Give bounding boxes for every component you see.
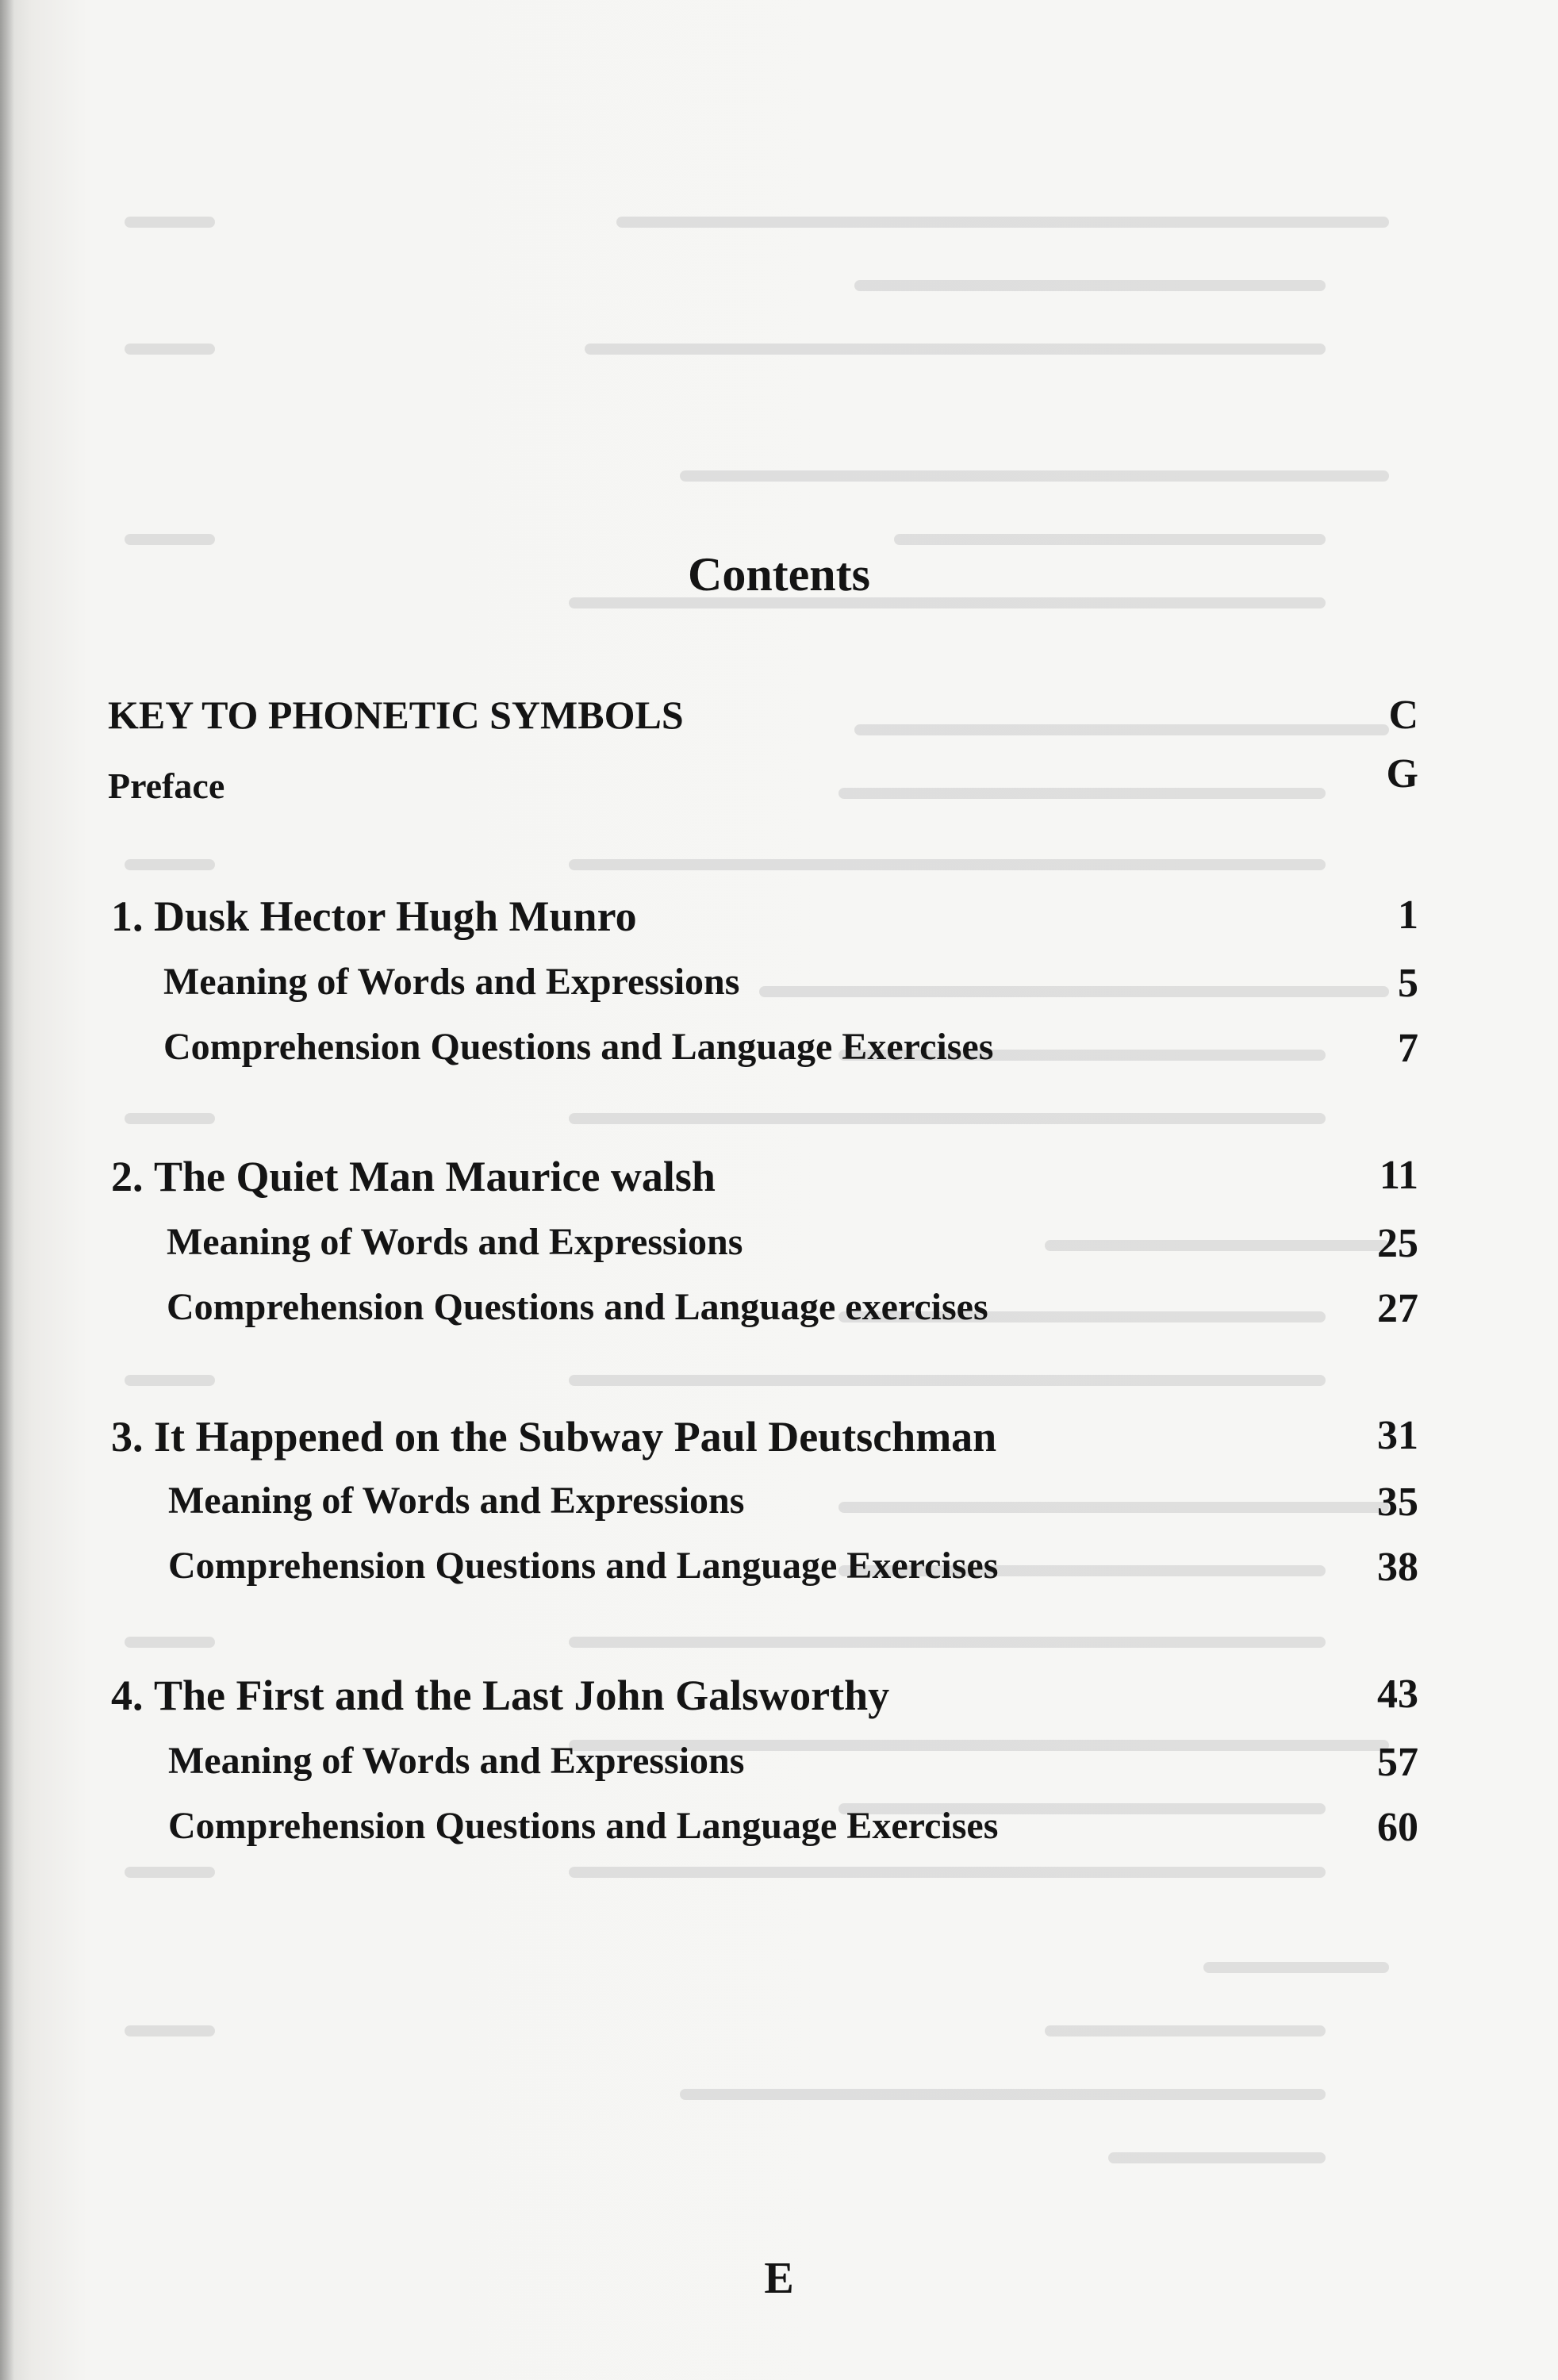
toc-chapter-4[interactable] (0, 1671, 1558, 1726)
chapter-title: Dusk (154, 892, 250, 940)
toc-page-number: 57 (1377, 1740, 1418, 1785)
toc-page-number: C (1388, 693, 1418, 738)
chapter-author: Maurice walsh (445, 1153, 716, 1200)
toc-subsection-label: Meaning of Words and Expressions (168, 1740, 745, 1782)
chapter-number: 4. (111, 1672, 144, 1719)
chapter-number: 3. (111, 1413, 144, 1461)
toc-subsection[interactable] (0, 1544, 1558, 1599)
toc-subsection[interactable] (0, 1739, 1558, 1795)
toc-page-number: 35 (1377, 1480, 1418, 1525)
toc-chapter-heading (111, 1671, 889, 1720)
toc-chapter-3[interactable] (0, 1412, 1558, 1468)
toc-subsection[interactable] (0, 1220, 1558, 1276)
toc-entry-phonetic-symbols[interactable] (0, 692, 1558, 747)
toc-subsection-label: Meaning of Words and Expressions (168, 1480, 745, 1522)
toc-subsection[interactable] (0, 1285, 1558, 1341)
chapter-author: Paul Deutschman (673, 1413, 997, 1461)
toc-entry-preface[interactable] (0, 751, 1558, 820)
toc-chapter-2[interactable] (0, 1152, 1558, 1207)
toc-page-number: 27 (1377, 1286, 1418, 1331)
toc-entry-label: Preface (108, 766, 225, 806)
chapter-number: 1. (111, 892, 144, 940)
toc-subsection-label: Comprehension Questions and Language Exercises (163, 1026, 994, 1068)
chapter-author: Hector Hugh Munro (259, 892, 637, 940)
toc-chapter-1[interactable] (0, 892, 1558, 947)
toc-subsection[interactable] (0, 1479, 1558, 1534)
chapter-title: The First and the Last (154, 1672, 564, 1719)
toc-chapter-heading (111, 892, 637, 941)
toc-page-number: 43 (1377, 1672, 1418, 1717)
toc-page-number: 60 (1377, 1805, 1418, 1850)
toc-subsection-label: Comprehension Questions and Language Exercises (168, 1805, 999, 1847)
toc-subsection-label: Meaning of Words and Expressions (167, 1221, 743, 1263)
page-title: Contents (687, 548, 870, 601)
page-marker: E (764, 2254, 794, 2303)
toc-page-number: 7 (1398, 1026, 1418, 1071)
toc-chapter-heading (111, 1152, 716, 1201)
chapter-number: 2. (111, 1153, 144, 1200)
chapter-author: John Galsworthy (574, 1672, 890, 1719)
toc-page-number: 38 (1377, 1545, 1418, 1590)
toc-page-number: 1 (1398, 892, 1418, 938)
toc-page-number: 25 (1377, 1221, 1418, 1266)
toc-subsection-label: Comprehension Questions and Language exercises (167, 1286, 988, 1328)
toc-subsection-label: Comprehension Questions and Language Exercises (168, 1545, 999, 1587)
toc-page-number: 11 (1379, 1153, 1418, 1198)
toc-subsection[interactable] (0, 1804, 1558, 1860)
chapter-title: The Quiet Man (154, 1153, 436, 1200)
toc-subsection[interactable] (0, 960, 1558, 1015)
toc-page-number: 31 (1377, 1413, 1418, 1458)
toc-chapter-heading (111, 1412, 996, 1461)
toc-entry-label: KEY TO PHONETIC SYMBOLS (108, 693, 684, 737)
toc-subsection[interactable] (0, 1025, 1558, 1081)
toc-page-number: 5 (1398, 961, 1418, 1006)
chapter-title: It Happened on the Subway (154, 1413, 664, 1461)
toc-subsection-label: Meaning of Words and Expressions (163, 961, 740, 1003)
toc-page-number: G (1386, 751, 1418, 797)
